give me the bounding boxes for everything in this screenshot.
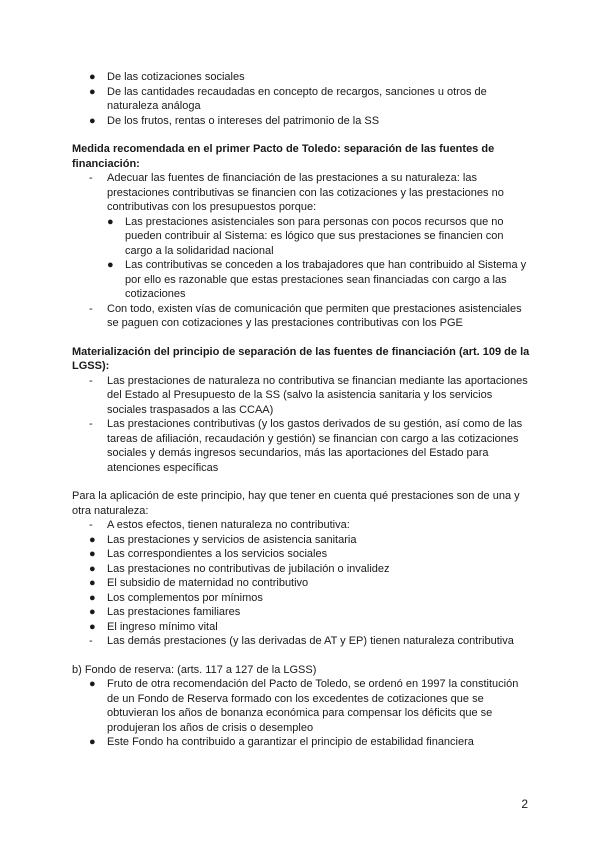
list-item: ● Las correspondientes a los servicios sociales [89, 548, 328, 560]
bullet-icon: ● [89, 548, 96, 560]
pacto-toledo-list [72, 171, 532, 331]
list-item: ● De las cotizaciones sociales [89, 71, 245, 83]
list-item: ● El ingreso mínimo vital [89, 620, 218, 633]
dash-marker: - [89, 519, 93, 531]
paragraph-fondo-reserva: b) Fondo de reserva: (arts. 117 a 127 de la LGSS) [72, 663, 317, 676]
bullet-icon: ● [89, 85, 96, 98]
bullet-icon: ● [107, 259, 114, 271]
list-item: ● Las prestaciones y servicios de asistencia sanitaria [89, 533, 357, 546]
bullet-icon: ● [89, 736, 96, 748]
bullet-icon: ● [107, 215, 114, 228]
dash-marker: - [89, 635, 93, 647]
bullet-icon: ● [89, 606, 96, 618]
page-number: 2 [521, 797, 528, 811]
list-item: ● Este Fondo ha contribuido a garantizar el principio de estabilidad financiera [89, 736, 474, 748]
list-item: - Las prestaciones contributivas (y los gastos derivados de su gestión, así como de las tareas de afiliación, recaudación y gestión) se financian con cargo a las cotizaciones sociales y demás ingresos secundarios, más las aportaciones del Estado para atenciones específicas [89, 418, 523, 474]
section-heading-materializacion: Materialización del principio de separación de las fuentes de financiación (art. 109 de la LGSS): [72, 345, 530, 372]
dash-marker: - [89, 302, 93, 315]
list-item: - Adecuar las fuentes de financiación de las prestaciones a su naturaleza: las prestaciones contributivas se financien con las cotizaciones y las prestaciones no contributivas con los presupuestos porque: ● Las prestaciones asistenciales son para personas con pocos recursos que no pueden contribuir al Sistema: es lógico que sus prestaciones se financien con cargo a la solidaridad nacional ● Las contributivas se conceden a los trabajadores que han contribuido al Sistema y por ello es razonable que estas prestaciones sean financiadas con cargo a las cotizaciones [72, 171, 532, 302]
section-heading-pacto-toledo: Medida recomendada en el primer Pacto de Toledo: separación de las fuentes de financiación: [72, 143, 495, 170]
bullet-icon: ● [89, 562, 96, 575]
list-item: ● El subsidio de maternidad no contributivo [89, 577, 309, 589]
sub-list-item: ● Las contributivas se conceden a los trabajadores que han contribuido al Sistema y por ello es razonable que estas prestaciones sean financiadas con cargo a las cotizaciones [107, 259, 527, 300]
dash-marker: - [89, 172, 93, 184]
dash-marker: - [89, 374, 93, 387]
bullet-icon: ● [89, 71, 96, 83]
list-item: ● Las prestaciones familiares [89, 606, 241, 618]
list-item: - Con todo, existen vías de comunicación que permiten que prestaciones asistenciales se paguen con cotizaciones y las prestaciones contributivas con los PGE [89, 302, 522, 329]
fondo-reserva-list [72, 677, 532, 750]
list-item: ● Fruto de otra recomendación del Pacto de Toledo, se ordenó en 1997 la constitución de un Fondo de Reserva formado con los excedentes de cotizaciones que se obtuvieran los años de bonanza económica para compensar los déficits que se produjeran los años de crisis o desempleo [89, 678, 519, 734]
list-item: - Las prestaciones de naturaleza no contributiva se financian mediante las aportaciones del Estado al Presupuesto de la SS (salvo la asistencia sanitaria y los servicios sociales traspasados a las CCAA) [89, 374, 528, 416]
bullet-icon: ● [89, 114, 96, 127]
list-item: - Las demás prestaciones (y las derivadas de AT y EP) tienen naturaleza contributiva [89, 635, 514, 647]
dash-marker: - [89, 418, 93, 430]
list-item: ● De los frutos, rentas o intereses del patrimonio de la SS [89, 114, 380, 127]
bullet-icon: ● [89, 577, 96, 589]
funding-sources-list [72, 70, 532, 128]
sub-list [107, 215, 532, 302]
list-item: ● Las prestaciones no contributivas de jubilación o invalidez [89, 562, 390, 575]
bullet-icon: ● [89, 620, 96, 633]
paragraph-aplicacion: Para la aplicación de este principio, hay que tener en cuenta qué prestaciones son de una y otra naturaleza: [72, 490, 520, 517]
bullet-icon: ● [89, 591, 96, 604]
naturaleza-list [72, 518, 532, 649]
sub-list-item: ● Las prestaciones asistenciales son para personas con pocos recursos que no pueden contribuir al Sistema: es lógico que sus prestaciones se financien con cargo a la solidaridad nacional [107, 215, 504, 257]
list-item: ● De las cantidades recaudadas en concepto de recargos, sanciones u otros de naturaleza análoga [89, 85, 487, 112]
list-item: - A estos efectos, tienen naturaleza no contributiva: [89, 519, 350, 531]
materializacion-list [72, 374, 532, 476]
bullet-icon: ● [89, 533, 96, 546]
document-page [72, 70, 532, 750]
bullet-icon: ● [89, 678, 96, 690]
list-item: ● Los complementos por mínimos [89, 591, 263, 604]
